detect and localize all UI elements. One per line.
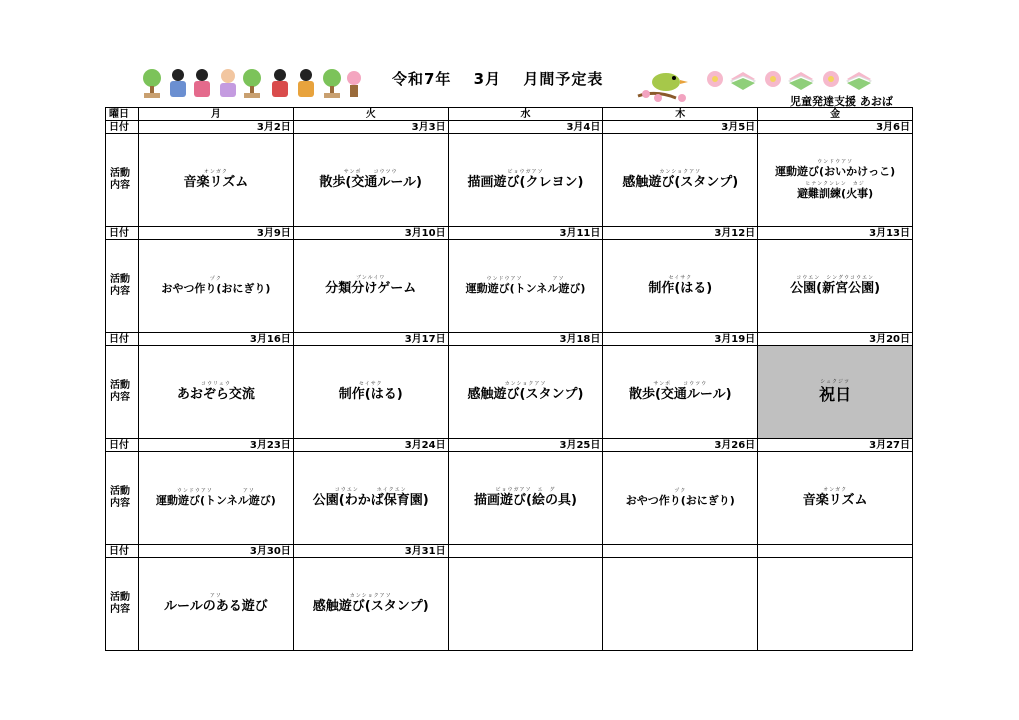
- date-cell: 3月16日: [139, 333, 294, 346]
- date-cell: 3月17日: [293, 333, 448, 346]
- activity-ruby: ウンドウアソ: [817, 159, 854, 165]
- activity-cell: [293, 346, 448, 439]
- holiday-cell: [758, 346, 913, 439]
- date-cell: [448, 545, 603, 558]
- activity-text: 運動遊び(トンネル遊び): [156, 494, 276, 507]
- activity-row: [106, 134, 913, 227]
- date-cell: 3月31日: [293, 545, 448, 558]
- activity-text: 制作(はる): [338, 387, 403, 402]
- weekday-wed: 水: [448, 108, 603, 121]
- activity-ruby: サンポ コウツウ: [653, 381, 708, 387]
- activity-text: 音楽リズム: [802, 493, 868, 508]
- activity-text: 公園(新宮公園): [790, 281, 881, 296]
- activity-cell: [758, 134, 913, 227]
- activity-label-line2: 内容: [110, 498, 130, 509]
- activity-ruby: ヅク: [209, 276, 222, 282]
- activity-ruby: ビョウガアソ エ グ: [495, 487, 556, 493]
- activity-text: おやつ作り(おにぎり): [625, 494, 735, 507]
- date-cell: 3月11日: [448, 227, 603, 240]
- date-row-label: 日付: [106, 439, 139, 452]
- activity-text: 描画遊び(絵の具): [474, 493, 577, 508]
- activity-cell: [603, 346, 758, 439]
- date-cell: 3月23日: [139, 439, 294, 452]
- hina-dolls-illustration: [140, 66, 365, 100]
- activity-ruby: セイサク: [668, 275, 693, 281]
- activity-ruby-secondary: ヒナンクンレン カジ: [805, 181, 865, 187]
- weekday-header-row: [106, 108, 913, 121]
- activity-ruby: コウエン ホイクエン: [334, 487, 407, 493]
- date-cell: [603, 545, 758, 558]
- activity-row-label: [106, 134, 139, 227]
- activity-ruby: シュクジツ: [820, 379, 851, 385]
- activity-text: 分類分けゲーム: [325, 281, 417, 296]
- activity-row: [106, 558, 913, 651]
- activity-ruby: ブンルイワ: [355, 275, 386, 281]
- activity-label-line1: 活動: [110, 486, 130, 497]
- activity-text: 運動遊び(おいかけっこ): [775, 165, 896, 178]
- weekday-tue: 火: [293, 108, 448, 121]
- activity-ruby: コウエン シングウコウエン: [796, 275, 874, 281]
- activity-ruby: ウンドウアソ アソ: [176, 488, 255, 494]
- weekday-row-label: 曜日: [106, 108, 139, 121]
- date-cell: 3月4日: [448, 121, 603, 134]
- activity-label-line2: 内容: [110, 286, 130, 297]
- activity-cell: [293, 134, 448, 227]
- activity-ruby: カンショクアソ: [659, 169, 702, 175]
- activity-ruby: カンショクアソ: [504, 381, 547, 387]
- activity-row-label: [106, 558, 139, 651]
- activity-ruby: ヅク: [674, 488, 687, 494]
- date-cell: 3月26日: [603, 439, 758, 452]
- date-cell: 3月13日: [758, 227, 913, 240]
- activity-row: [106, 240, 913, 333]
- date-row-label: 日付: [106, 545, 139, 558]
- date-cell: 3月2日: [139, 121, 294, 134]
- activity-cell: [293, 452, 448, 545]
- date-cell: 3月25日: [448, 439, 603, 452]
- activity-cell: [603, 452, 758, 545]
- date-cell: [758, 545, 913, 558]
- activity-row: [106, 452, 913, 545]
- bird-plum-illustration: [636, 68, 690, 104]
- activity-label-line2: 内容: [110, 604, 130, 615]
- activity-text: 公園(わかば保育園): [312, 493, 429, 508]
- activity-ruby: コウリュウ: [200, 381, 231, 387]
- date-cell: 3月10日: [293, 227, 448, 240]
- activity-cell: [139, 240, 294, 333]
- activity-ruby: サンポ コウツウ: [343, 169, 398, 175]
- activity-cell: [448, 240, 603, 333]
- activity-text: 感触遊び(スタンプ): [622, 175, 739, 190]
- activity-cell: [448, 452, 603, 545]
- date-cell: 3月20日: [758, 333, 913, 346]
- activity-text: 運動遊び(トンネル遊び): [465, 282, 586, 295]
- activity-cell: [139, 346, 294, 439]
- date-cell: 3月19日: [603, 333, 758, 346]
- activity-text: 感触遊び(スタンプ): [312, 599, 429, 614]
- hishimochi-flowers-illustration: [705, 68, 885, 90]
- date-cell: 3月3日: [293, 121, 448, 134]
- date-row-label: 日付: [106, 121, 139, 134]
- weekday-thu: 木: [603, 108, 758, 121]
- activity-ruby: セイサク: [358, 381, 383, 387]
- activity-ruby: オンガク: [823, 487, 848, 493]
- activity-text: 音楽リズム: [183, 175, 249, 190]
- activity-cell: [139, 134, 294, 227]
- activity-text: 制作(はる): [648, 281, 713, 296]
- weekday-mon: 月: [139, 108, 294, 121]
- date-row-label: 日付: [106, 333, 139, 346]
- activity-ruby: ウンドウアソ アソ: [486, 276, 565, 282]
- monthly-schedule-table: [105, 107, 913, 651]
- facility-name: 児童発達支援 あおば: [790, 95, 893, 108]
- activity-ruby: ビョウガアソ: [507, 169, 544, 175]
- activity-cell: [603, 558, 758, 651]
- weekday-fri: 金: [758, 108, 913, 121]
- date-row: [106, 333, 913, 346]
- activity-label-line1: 活動: [110, 168, 130, 179]
- activity-cell: [448, 134, 603, 227]
- date-cell: 3月30日: [139, 545, 294, 558]
- activity-label-line2: 内容: [110, 392, 130, 403]
- activity-text: ルールのある遊び: [164, 599, 268, 614]
- activity-row-label: [106, 452, 139, 545]
- activity-cell: [448, 346, 603, 439]
- date-row: [106, 121, 913, 134]
- activity-row-label: [106, 240, 139, 333]
- date-cell: 3月27日: [758, 439, 913, 452]
- page-title: 令和7年 3月 月間予定表: [392, 70, 604, 88]
- activity-text-secondary: 避難訓練(火事): [797, 187, 874, 200]
- activity-label-line1: 活動: [110, 274, 130, 285]
- activity-cell: [758, 452, 913, 545]
- activity-text: おやつ作り(おにぎり): [161, 282, 271, 295]
- activity-cell: [293, 240, 448, 333]
- date-cell: 3月6日: [758, 121, 913, 134]
- activity-ruby: カンショクアソ: [349, 593, 392, 599]
- activity-label-line1: 活動: [110, 592, 130, 603]
- activity-row-label: [106, 346, 139, 439]
- date-row: [106, 439, 913, 452]
- date-row: [106, 545, 913, 558]
- activity-cell: [758, 240, 913, 333]
- activity-text: あおぞら交流: [176, 387, 255, 402]
- activity-cell: [139, 558, 294, 651]
- activity-row: [106, 346, 913, 439]
- date-row-label: 日付: [106, 227, 139, 240]
- activity-text: 散歩(交通ルール): [628, 387, 732, 402]
- date-row: [106, 227, 913, 240]
- activity-label-line1: 活動: [110, 380, 130, 391]
- activity-text: 祝日: [819, 385, 852, 404]
- activity-label-line2: 内容: [110, 180, 130, 191]
- date-cell: 3月12日: [603, 227, 758, 240]
- activity-cell: [448, 558, 603, 651]
- page-header: [0, 0, 1019, 110]
- date-cell: 3月24日: [293, 439, 448, 452]
- activity-cell: [603, 240, 758, 333]
- activity-cell: [293, 558, 448, 651]
- activity-text: 散歩(交通ルール): [319, 175, 422, 190]
- activity-text: 感触遊び(スタンプ): [467, 387, 584, 402]
- date-cell: 3月9日: [139, 227, 294, 240]
- activity-cell: [603, 134, 758, 227]
- activity-ruby: アソ: [209, 593, 222, 599]
- date-cell: 3月18日: [448, 333, 603, 346]
- date-cell: 3月5日: [603, 121, 758, 134]
- activity-cell: [758, 558, 913, 651]
- activity-cell: [139, 452, 294, 545]
- activity-ruby: オンガク: [203, 169, 228, 175]
- activity-text: 描画遊び(クレヨン): [467, 175, 584, 190]
